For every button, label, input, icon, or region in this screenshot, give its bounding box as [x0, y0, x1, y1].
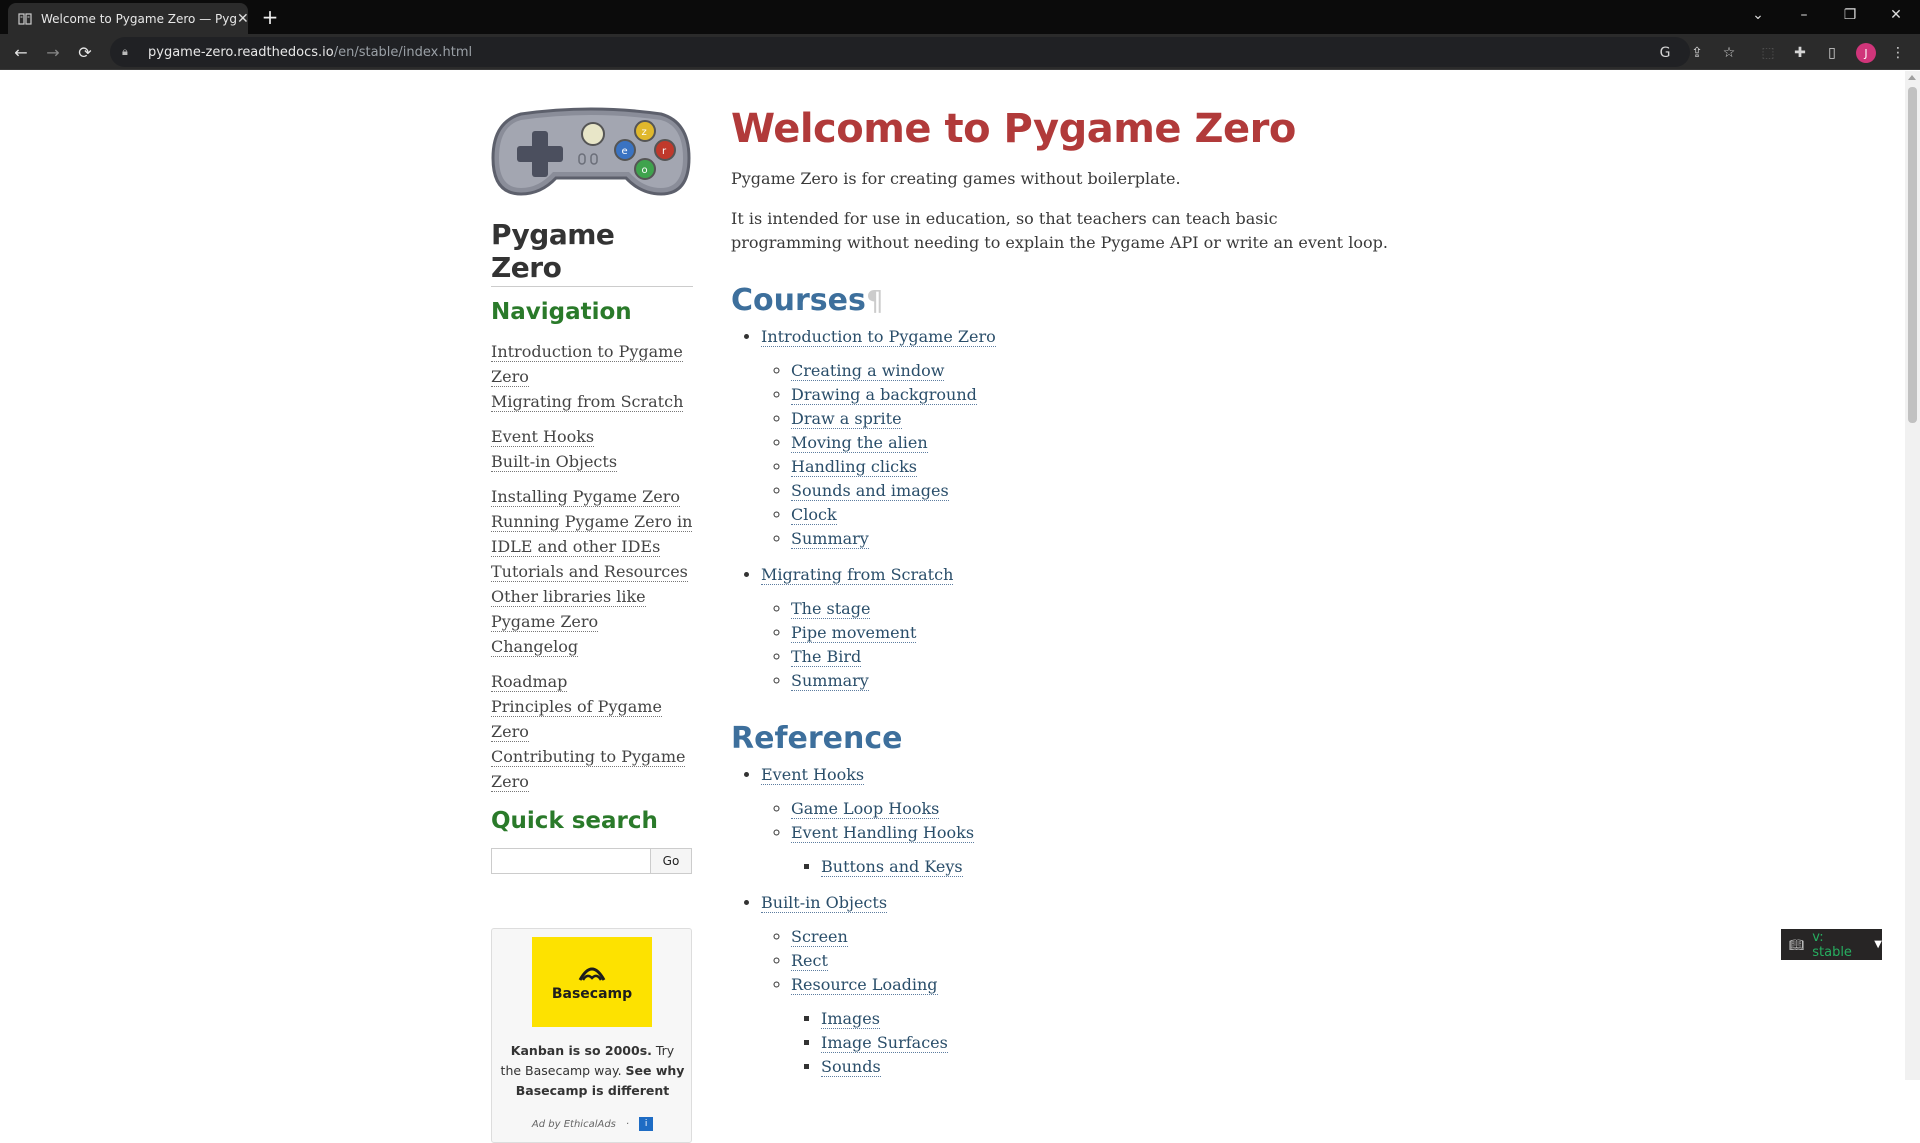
toc-link[interactable]: Drawing a background [791, 385, 977, 404]
sublist [791, 925, 1391, 1079]
scroll-up-arrow-icon[interactable] [1908, 75, 1916, 80]
caret-down-icon: ▼ [1874, 939, 1882, 950]
toc-link[interactable]: Creating a window [791, 361, 945, 380]
nav-link-migrating-from-scratch[interactable]: Migrating from Scratch [491, 392, 684, 411]
sublist [821, 855, 1391, 879]
nav-link-tutorials[interactable]: Tutorials and Resources [491, 562, 688, 581]
ad-attribution[interactable]: Ad by EthicalAds [531, 1118, 616, 1130]
main-content [731, 101, 1391, 1091]
toc-link[interactable]: Clock [791, 505, 837, 524]
side-panel-icon[interactable]: ▯ [1828, 45, 1836, 61]
new-tab-button[interactable]: + [261, 5, 279, 29]
toc-link[interactable]: Images [821, 1009, 880, 1028]
list-item [761, 763, 1391, 879]
toc-link[interactable]: Buttons and Keys [821, 857, 963, 876]
tab-search-icon[interactable]: ⌄ [1752, 7, 1764, 23]
list-item [791, 925, 1391, 949]
list-item [821, 855, 1391, 879]
svg-text:o: o [641, 165, 648, 176]
forward-button[interactable]: → [46, 42, 60, 62]
ad-brand-name: Basecamp [551, 986, 633, 1002]
toc-link[interactable]: Event Hooks [761, 765, 865, 784]
nav-link-roadmap[interactable]: Roadmap [491, 672, 568, 691]
tab-title: Welcome to Pygame Zero — Pyg [41, 11, 237, 26]
basecamp-logo-icon [577, 962, 607, 986]
bookmark-star-icon[interactable]: ☆ [1722, 45, 1736, 61]
sidebar [491, 106, 693, 1143]
courses-heading: Courses¶ [731, 283, 884, 318]
browser-toolbar [0, 34, 1920, 70]
profile-avatar[interactable]: J [1856, 43, 1876, 63]
screenshot-icon[interactable]: ⬚ [1761, 45, 1775, 61]
reference-list [761, 763, 1391, 1079]
minimize-button[interactable]: – [1800, 7, 1808, 23]
toc-link[interactable]: Resource Loading [791, 975, 938, 994]
toc-link[interactable]: Summary [791, 529, 869, 548]
window-close-button[interactable]: ✕ [1890, 7, 1902, 23]
list-item [791, 797, 1391, 821]
list-item [821, 1031, 1391, 1055]
version-selector[interactable] [1781, 929, 1882, 960]
search-input[interactable] [491, 848, 651, 874]
nav-group-contributing [491, 669, 693, 794]
list-item [791, 821, 1391, 879]
nav-link-installing[interactable]: Installing Pygame Zero [491, 487, 680, 506]
toc-link[interactable]: Event Handling Hooks [791, 823, 975, 842]
toc-link[interactable]: Moving the alien [791, 433, 928, 452]
sublist [791, 359, 1391, 551]
tab-close-icon[interactable]: ✕ [236, 10, 249, 27]
list-item [761, 325, 1391, 551]
toc-link[interactable]: Sounds and images [791, 481, 949, 500]
ad-info-icon[interactable]: i [639, 1117, 653, 1131]
list-item [791, 503, 1391, 527]
extensions-icon[interactable]: ✚ [1794, 45, 1806, 61]
page-title: Welcome to Pygame Zero [731, 106, 1296, 152]
toc-link[interactable]: Rect [791, 951, 828, 970]
list-item [791, 621, 1391, 645]
toc-link[interactable]: Built-in Objects [761, 893, 888, 912]
lock-icon: 🔒︎ [122, 45, 128, 58]
list-item [791, 359, 1391, 383]
book-icon: 📖︎ [1789, 937, 1805, 952]
list-item [791, 949, 1391, 973]
sublist [821, 1007, 1391, 1079]
scrollbar-thumb[interactable] [1908, 87, 1917, 423]
ad-copy[interactable]: Kanban is so 2000s. Try the Basecamp way. See why Basecamp is different [500, 1043, 685, 1098]
nav-link-changelog[interactable]: Changelog [491, 637, 579, 656]
sublist [791, 797, 1391, 879]
url-host: pygame-zero.readthedocs.io [148, 44, 334, 60]
nav-link-built-in-objects[interactable]: Built-in Objects [491, 452, 618, 471]
google-lens-icon[interactable]: G [1659, 45, 1671, 61]
page-viewport [0, 71, 1920, 1130]
menu-kebab-icon[interactable]: ⋮ [1891, 45, 1905, 61]
restore-button[interactable]: ❐ [1843, 7, 1857, 23]
list-item [791, 973, 1391, 1079]
nav-group-reference [491, 424, 693, 474]
intro-paragraph-1: Pygame Zero is for creating games without boilerplate. [731, 169, 1181, 188]
reference-heading: Reference [731, 721, 903, 756]
quick-search-form [491, 848, 693, 874]
nav-link-principles[interactable]: Principles of Pygame Zero [491, 697, 662, 741]
address-bar[interactable] [110, 37, 1690, 67]
nav-group-user-guide [491, 484, 693, 659]
toc-link[interactable]: Handling clicks [791, 457, 917, 476]
toc-link[interactable]: Sounds [821, 1057, 881, 1076]
navigation-heading: Navigation [491, 299, 632, 325]
search-go-button[interactable]: Go [651, 848, 692, 874]
list-item [791, 669, 1391, 693]
browser-tab-active[interactable] [8, 3, 248, 34]
list-item [791, 455, 1391, 479]
share-icon[interactable]: ⇪ [1691, 45, 1703, 61]
nav-link-contributing[interactable]: Contributing to Pygame Zero [491, 747, 686, 791]
toc-link[interactable]: Migrating from Scratch [761, 565, 954, 584]
toc-link[interactable]: Game Loop Hooks [791, 799, 940, 818]
quick-search-heading: Quick search [491, 808, 658, 834]
list-item [761, 563, 1391, 693]
svg-text:z: z [641, 127, 647, 138]
ad-footer [492, 1117, 693, 1131]
nav-link-running-in-idle[interactable]: Running Pygame Zero in IDLE and other IDEs [491, 512, 693, 556]
toc-link[interactable]: Screen [791, 927, 848, 946]
list-item [791, 431, 1391, 455]
nav-link-introduction[interactable]: Introduction to Pygame Zero [491, 342, 683, 386]
list-item [791, 645, 1391, 669]
nav-link-event-hooks[interactable]: Event Hooks [491, 427, 595, 446]
basecamp-ad-image[interactable] [532, 937, 652, 1027]
toc-link[interactable]: Image Surfaces [821, 1033, 948, 1052]
svg-text:r: r [662, 146, 667, 157]
browser-tab-bar [0, 0, 1920, 34]
url-path: /en/stable/index.html [333, 44, 473, 60]
nav-link-other-libraries[interactable]: Other libraries like Pygame Zero [491, 587, 646, 631]
toc-link[interactable]: Introduction to Pygame Zero [761, 327, 996, 346]
courses-list [761, 325, 1391, 693]
list-item [821, 1007, 1391, 1031]
svg-text:e: e [621, 146, 628, 157]
pygame-zero-controller-logo[interactable] [491, 106, 691, 198]
ad-separator: · [625, 1118, 630, 1130]
toc-link[interactable]: The stage [791, 599, 871, 618]
docs-favicon-icon [18, 12, 32, 26]
toc-link[interactable]: Pipe movement [791, 623, 917, 642]
nav-group-courses [491, 339, 693, 414]
heading-permalink[interactable]: ¶ [865, 284, 884, 317]
toc-link[interactable]: Draw a sprite [791, 409, 902, 428]
list-item [821, 1055, 1391, 1079]
list-item [791, 597, 1391, 621]
toc-link[interactable]: The Bird [791, 647, 862, 666]
sublist [791, 597, 1391, 693]
list-item [791, 383, 1391, 407]
back-button[interactable]: ← [14, 42, 28, 62]
ethical-ad [491, 928, 692, 1143]
list-item [791, 479, 1391, 503]
list-item [791, 527, 1391, 551]
page-scrollbar[interactable] [1905, 71, 1920, 1080]
list-item [761, 891, 1391, 1079]
reload-button[interactable]: ⟳ [78, 42, 92, 62]
version-label: v: stable [1812, 929, 1852, 960]
sidebar-brand-title[interactable]: Pygame Zero [491, 218, 693, 287]
toc-link[interactable]: Summary [791, 671, 869, 690]
intro-paragraph-2: It is intended for use in education, so that teachers can teach basic programming without needing to explain the Pygame API or write an event loop. [731, 209, 1388, 252]
list-item [791, 407, 1391, 431]
